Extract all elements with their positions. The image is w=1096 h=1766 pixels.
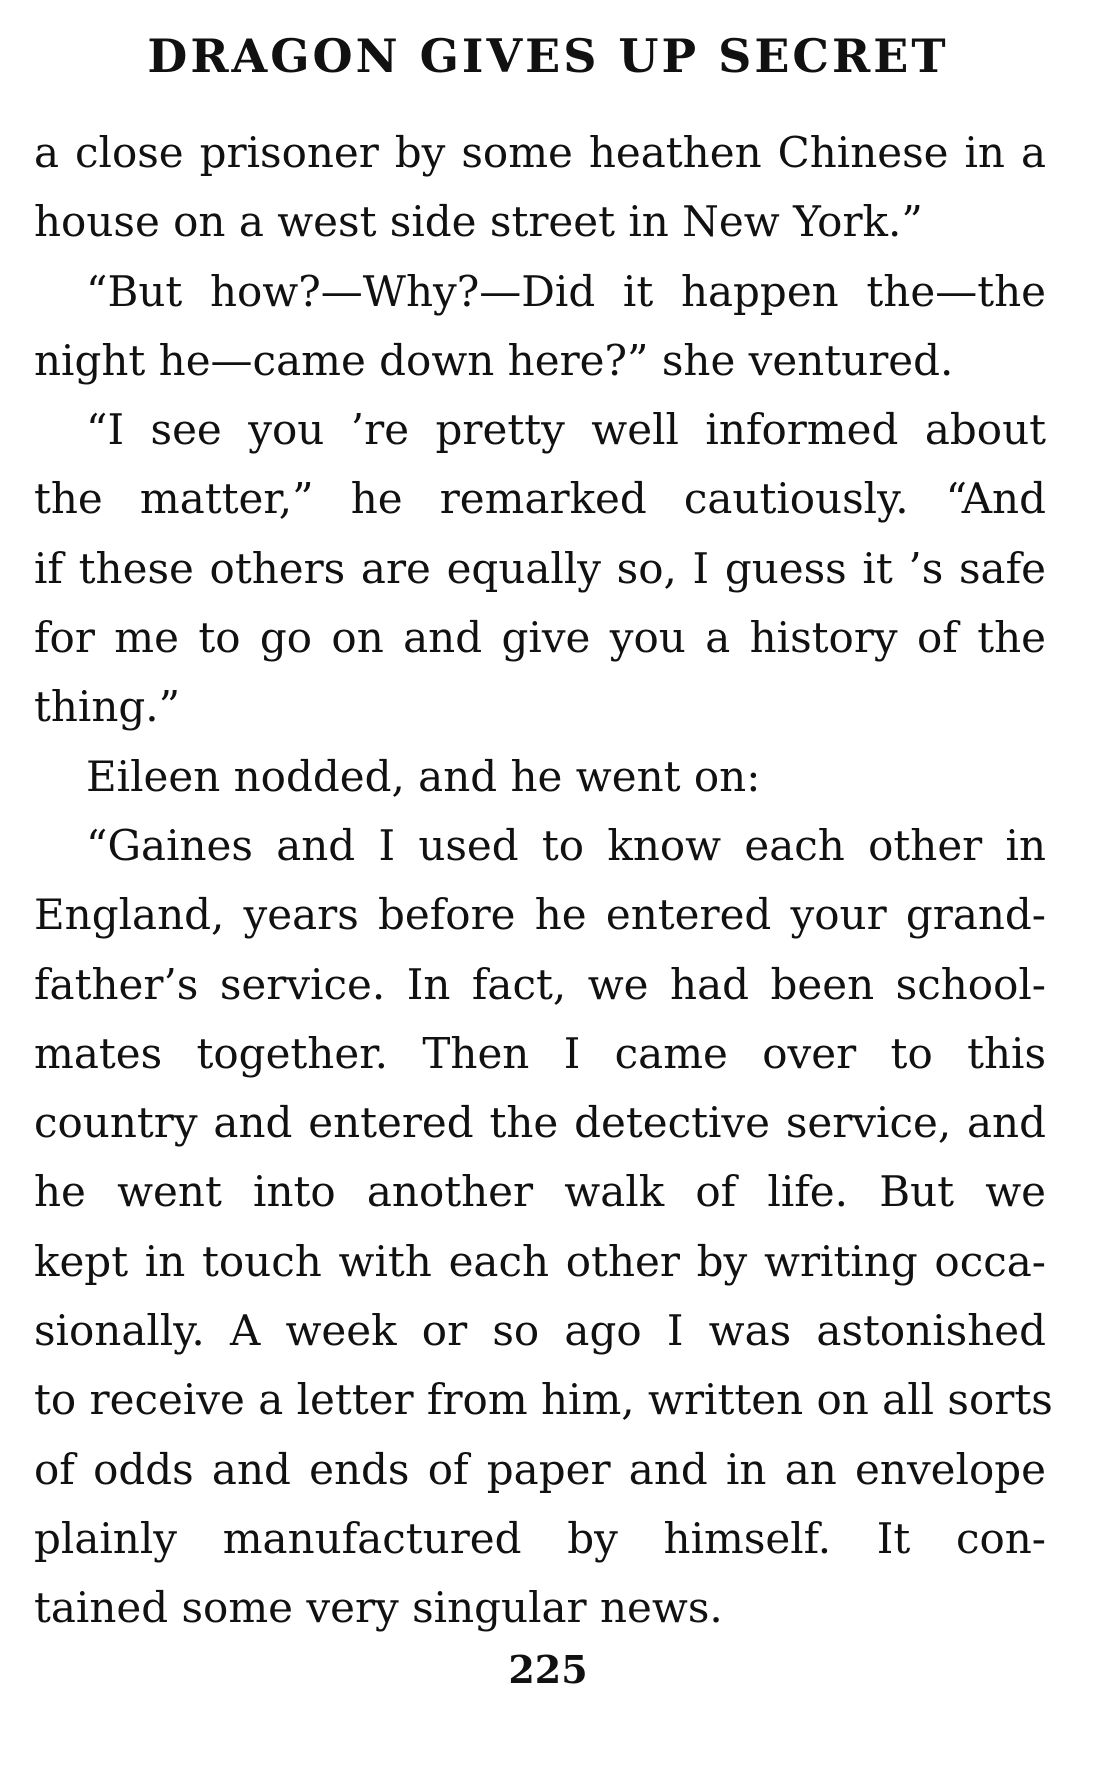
text-line: the matter,” he remarked cautiously. “And — [34, 474, 1046, 524]
text-line: tained some very singular news. — [34, 1583, 723, 1633]
text-line: of odds and ends of paper and in an envelope — [34, 1444, 1046, 1494]
text-line: to receive a letter from him, written on all sorts — [34, 1375, 1053, 1425]
text-line: thing.” — [34, 682, 181, 732]
text-line: a close prisoner by some heathen Chinese in a — [34, 128, 1046, 177]
running-head: DRAGON GIVES UP SECRET — [147, 29, 949, 83]
text-line: “But how?—Why?—Did it happen the—the — [86, 266, 1046, 316]
text-line: England, years before he entered your grand- — [34, 890, 1046, 940]
text-line: house on a west side street in New York.” — [34, 197, 923, 247]
body-text — [34, 118, 1053, 1643]
text-line: night he—came down here?” she ventured. — [34, 335, 954, 385]
text-line: “Gaines and I used to know each other in — [86, 820, 1046, 870]
text-line: Eileen nodded, and he went on: — [86, 751, 761, 801]
text-line: for me to go on and give you a history of the — [34, 613, 1046, 663]
text-line: if these others are equally so, I guess it ’s safe — [34, 543, 1046, 593]
text-line: “I see you ’re pretty well informed about — [86, 405, 1046, 455]
text-line: he went into another walk of life. But we — [34, 1167, 1046, 1217]
text-line: plainly manufactured by himself. It con- — [34, 1513, 1046, 1563]
text-line: mates together. Then I came over to this — [34, 1028, 1046, 1078]
text-line: kept in touch with each other by writing occa- — [34, 1236, 1046, 1286]
text-line: sionally. A week or so ago I was astonished — [34, 1306, 1046, 1356]
text-line: country and entered the detective service, and — [34, 1098, 1046, 1148]
text-line: father’s service. In fact, we had been school- — [34, 959, 1046, 1009]
page-number: 225 — [508, 1647, 588, 1692]
